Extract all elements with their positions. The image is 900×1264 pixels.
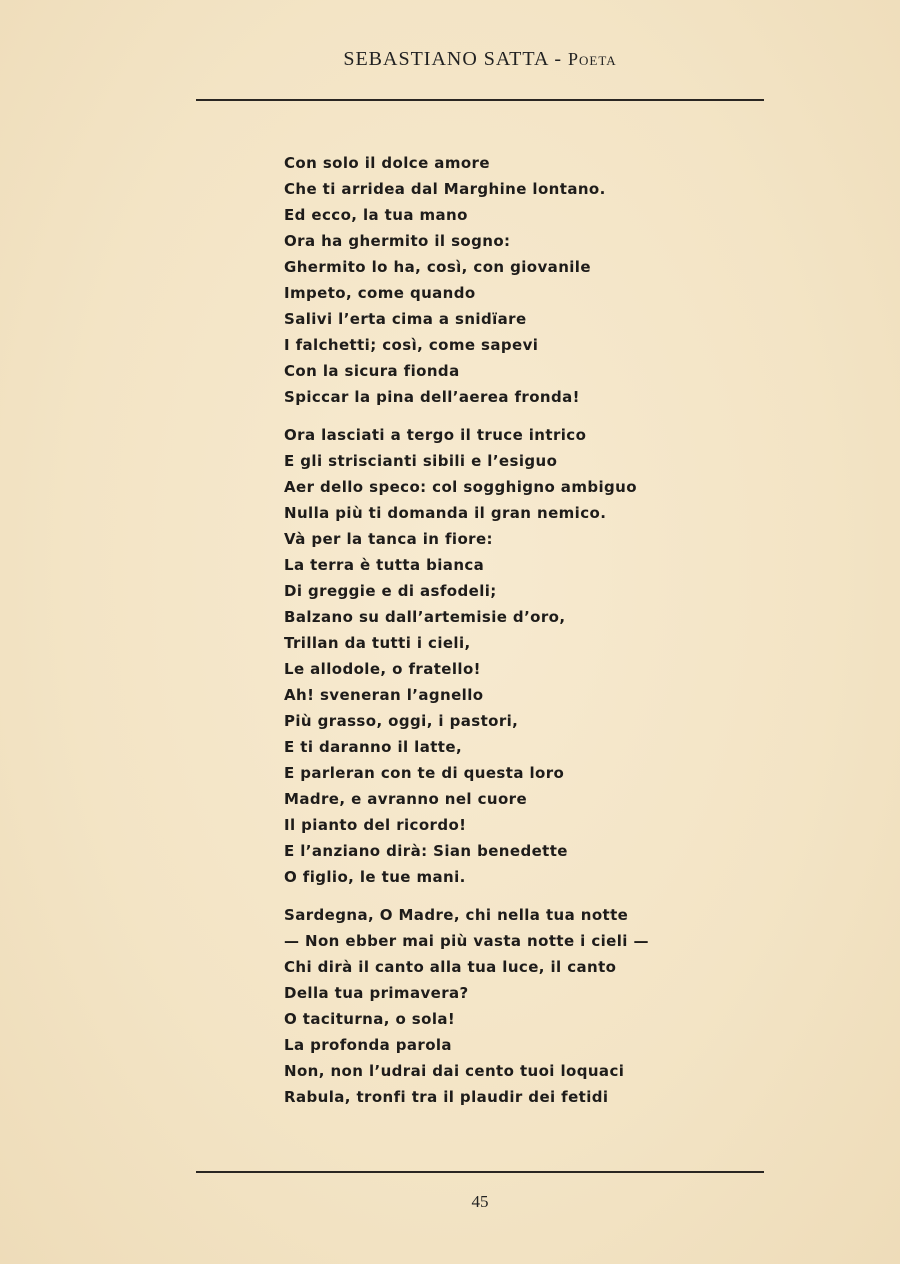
poem-line: Di greggie e di asfodeli;	[284, 582, 497, 600]
poem-line: Sardegna, O Madre, chi nella tua notte	[284, 906, 629, 924]
header-separator: -	[548, 48, 568, 70]
poem-line: Nulla più ti domanda il gran nemico.	[284, 504, 607, 522]
running-header	[0, 48, 900, 71]
poem-line: O figlio, le tue mani.	[284, 868, 466, 886]
poem-line: Ed ecco, la tua mano	[284, 206, 468, 224]
poem-line: Le allodole, o fratello!	[284, 660, 481, 678]
poem-line: Ah! sveneran l’agnello	[284, 686, 484, 704]
poem-line: Balzano su dall’artemisie d’oro,	[284, 608, 566, 626]
poem-line: O taciturna, o sola!	[284, 1010, 456, 1028]
poem-line: Và per la tanca in fiore:	[284, 530, 493, 548]
poem-body	[284, 150, 704, 1110]
poem-line: Rabula, tronfi tra il plaudir dei fetidi	[284, 1088, 609, 1106]
poem-line: — Non ebber mai più vasta notte i cieli —	[284, 932, 649, 950]
poem-line: Non, non l’udrai dai cento tuoi loquaci	[284, 1062, 625, 1080]
poem-line: Madre, e avranno nel cuore	[284, 790, 528, 808]
poem-line: Ora ha ghermito il sogno:	[284, 232, 511, 250]
poem-line: Il pianto del ricordo!	[284, 816, 467, 834]
poem-line: Con solo il dolce amore	[284, 154, 490, 172]
poem-line: Aer dello speco: col sogghigno ambiguo	[284, 478, 637, 496]
poem-line: E gli striscianti sibili e l’esiguo	[284, 452, 558, 470]
footer-rule	[196, 1171, 764, 1173]
poem-line: Ghermito lo ha, così, con giovanile	[284, 258, 591, 276]
poem-line: La terra è tutta bianca	[284, 556, 485, 574]
poem-line: E parleran con te di questa loro	[284, 764, 565, 782]
poem-line: E l’anziano dirà: Sian benedette	[284, 842, 568, 860]
poem-line: La profonda parola	[284, 1036, 452, 1054]
stanza-1	[284, 150, 704, 410]
poem-line: Con la sicura fionda	[284, 362, 460, 380]
poem-line: Salivi l’erta cima a snidïare	[284, 310, 527, 328]
page-number: 45	[471, 1192, 489, 1211]
poem-line: Spiccar la pina dell’aerea fronda!	[284, 388, 580, 406]
header-rule	[196, 99, 764, 101]
poem-line: Che ti arridea dal Marghine lontano.	[284, 180, 606, 198]
poem-line: E ti daranno il latte,	[284, 738, 463, 756]
poem-line: Impeto, come quando	[284, 284, 476, 302]
poem-line: Chi dirà il canto alla tua luce, il canto	[284, 958, 617, 976]
stanza-3	[284, 902, 704, 1110]
stanza-2	[284, 422, 704, 890]
poem-line: Della tua primavera?	[284, 984, 469, 1002]
header-author: SEBASTIANO SATTA	[343, 48, 549, 70]
poem-line: Trillan da tutti i cieli,	[284, 634, 471, 652]
header-subtitle: Poeta	[568, 49, 617, 69]
poem-line: Più grasso, oggi, i pastori,	[284, 712, 519, 730]
poem-line: Ora lasciati a tergo il truce intrico	[284, 426, 587, 444]
poem-line: I falchetti; così, come sapevi	[284, 336, 539, 354]
